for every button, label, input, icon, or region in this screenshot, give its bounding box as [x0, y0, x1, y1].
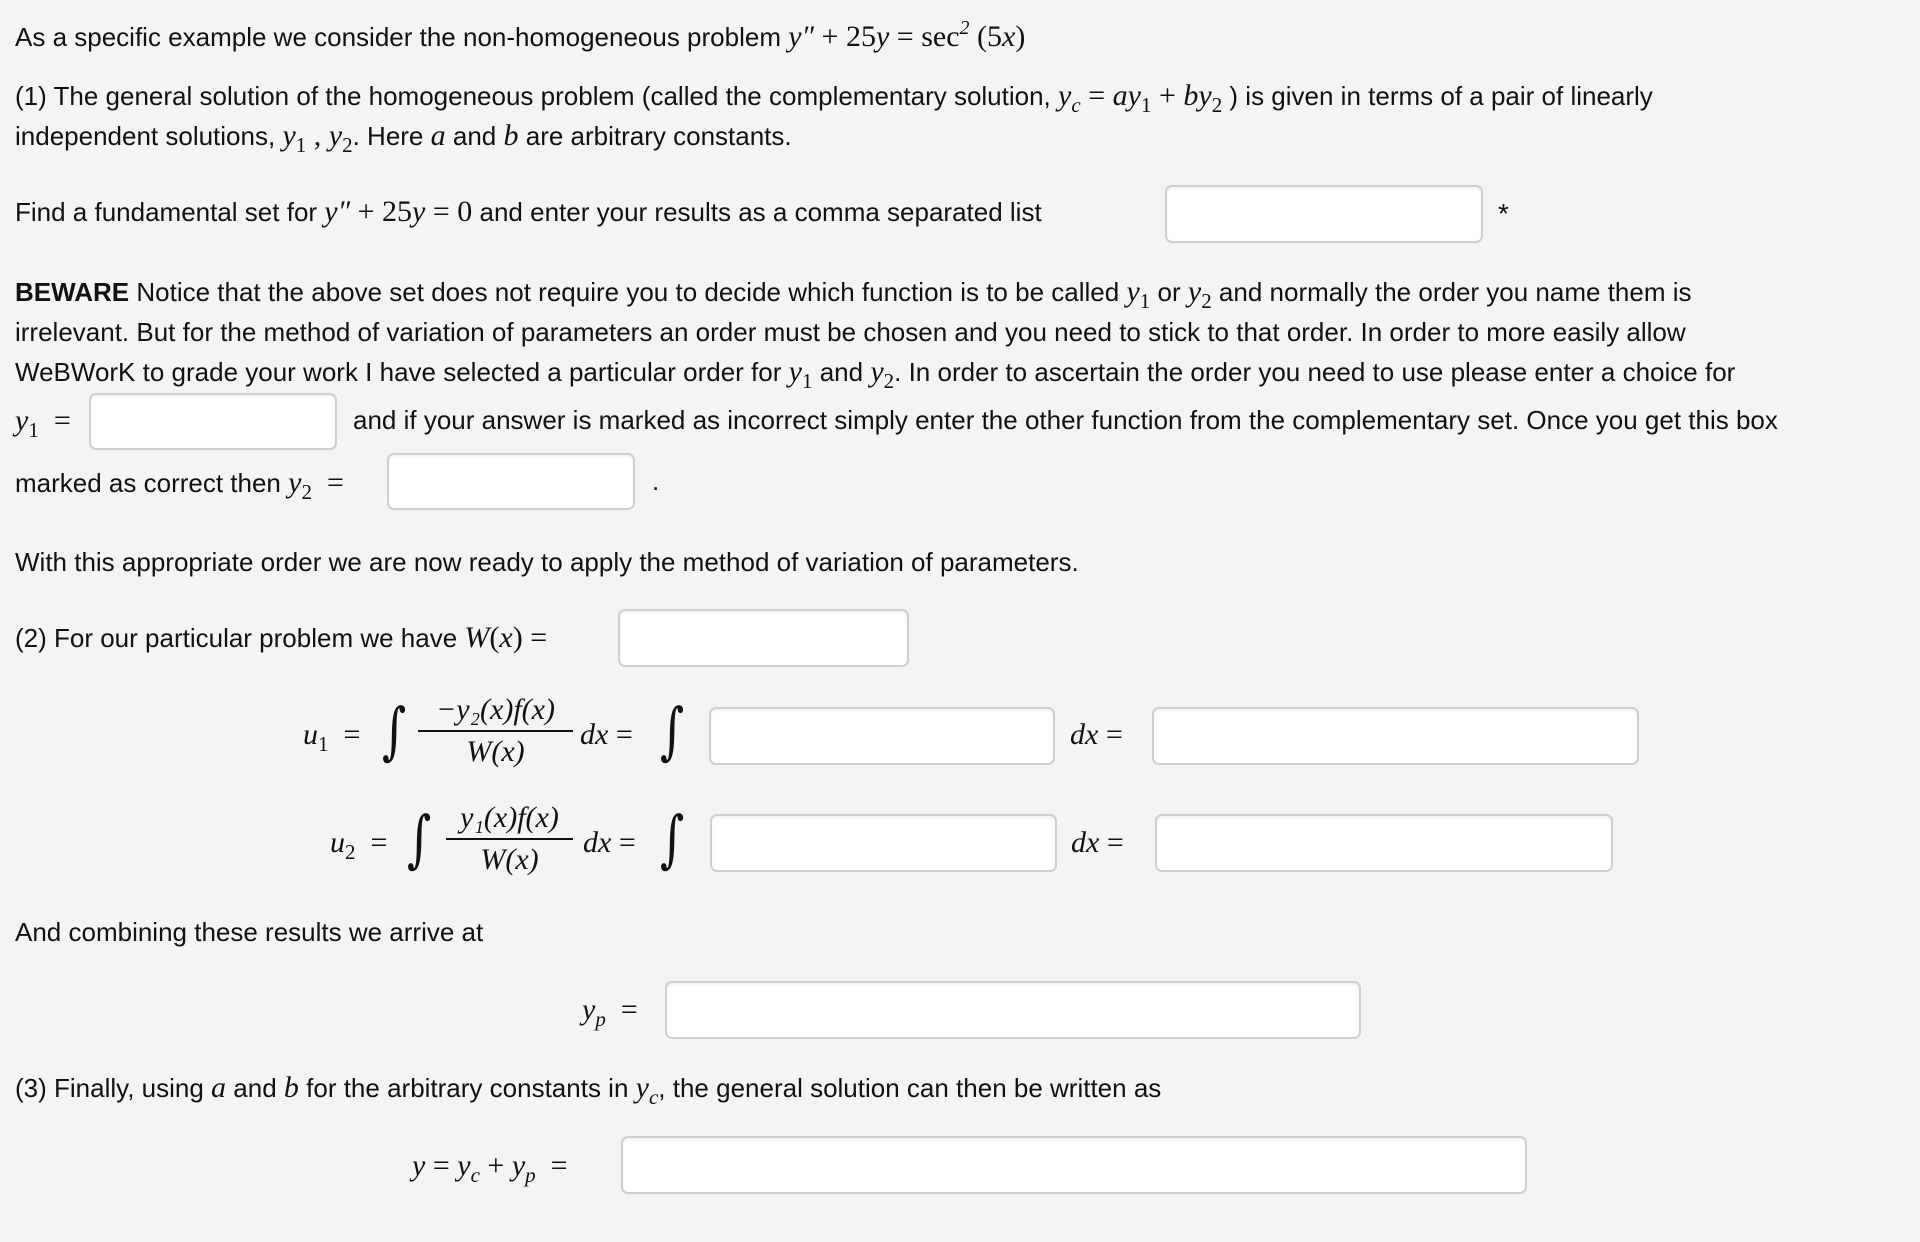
period: . [652, 466, 660, 496]
b-symbol: b [503, 119, 519, 152]
general-solution-label: $y = y_c + y_p$ = [412, 1149, 568, 1187]
yp-input[interactable] [665, 981, 1361, 1039]
homogeneous-equation: y″ + 25y = 0 [324, 195, 473, 228]
transition-text: With this appropriate order we are now ready to apply the method of variation of parameters. [15, 547, 1079, 577]
u2-dx-eq: dx = [583, 826, 636, 859]
integral-icon: ∫ [407, 802, 432, 875]
u1-label: $u_1$ = [303, 718, 361, 756]
a-symbol: a [430, 119, 446, 152]
part1-text-e: and [452, 121, 497, 151]
intro-equation: $y'' + 25y = \sec^2 (5x)$ [788, 17, 1026, 53]
u2-numerator: y₁(x)f(x) [460, 801, 559, 834]
part3-text-b: for the arbitrary constants in [306, 1073, 629, 1103]
intro-line [15, 12, 1025, 53]
fundamental-set-input[interactable] [1165, 185, 1483, 243]
y2-input[interactable] [387, 453, 635, 510]
u1-result-input[interactable] [1152, 707, 1639, 765]
u2-dx-eq-2: dx = [1071, 826, 1124, 859]
u2-integrand-input[interactable] [710, 814, 1057, 872]
part2-text: (2) For our particular problem we have [15, 623, 458, 653]
y1-input[interactable] [89, 393, 337, 450]
beware-text-and: and [819, 357, 864, 387]
part1-text-f: are arbitrary constants. [525, 121, 792, 151]
beware-text-f: and if your answer is marked as incorrect simply enter the other function from the complementary set. Once you get this box [353, 405, 1778, 435]
part1-text-c: independent solutions, [15, 121, 276, 151]
part3-text-c: , the general solution can then be written as [658, 1073, 1162, 1103]
integral-icon: ∫ [382, 694, 407, 767]
yc-symbol: $y_c$ [635, 1071, 659, 1109]
y1-label: $y_1$ = [15, 404, 71, 442]
beware-text-e: . In order to ascertain the order you need to use please enter a choice for [894, 357, 1736, 387]
fundamental-set-line [15, 196, 1042, 228]
part3-line [15, 1072, 1161, 1113]
beware-line3 [15, 356, 1735, 397]
u2-denominator: W(x) [480, 843, 539, 876]
find-text-b: and enter your results as a comma separated list [479, 197, 1042, 227]
y2-symbol: $y_2$ [1187, 275, 1212, 313]
u1-numerator: −y₂(x)f(x) [436, 693, 555, 726]
part1-line2 [15, 120, 792, 161]
part1-text-b: ) is given in terms of a pair of linearly [1229, 81, 1653, 111]
part2-line [15, 622, 547, 654]
u2-label: $u_2$ = [330, 826, 388, 864]
general-solution-input[interactable] [621, 1136, 1527, 1194]
combine-line [15, 916, 483, 948]
a-symbol: a [211, 1071, 227, 1104]
integral-icon: ∫ [660, 694, 685, 767]
wronskian-input[interactable] [618, 609, 909, 667]
beware-line1 [15, 276, 1692, 317]
u1-denominator: W(x) [466, 735, 525, 768]
b-symbol: b [283, 1071, 299, 1104]
beware-text-or: or [1157, 277, 1181, 307]
beware-text-b: and normally the order you name them is [1218, 277, 1692, 307]
u1-dx-eq-2: dx = [1070, 718, 1123, 751]
beware-text-c: irrelevant. But for the method of variation of parameters an order must be chosen and you need to stick to that order. In order to more easily allow [15, 317, 1686, 347]
u1-integrand-input[interactable] [709, 707, 1055, 765]
transition-line [15, 546, 1079, 578]
u2-result-input[interactable] [1155, 814, 1613, 872]
marked-correct-text: marked as correct then [15, 468, 281, 498]
yp-label: $y_p$ = [582, 993, 638, 1031]
combine-text: And combining these results we arrive at [15, 917, 484, 947]
y1-y2-symbols: $y_1$ , $y_2$ [282, 119, 353, 157]
y2-symbol: $y_2$ [870, 355, 895, 393]
part1-text-d: . Here [352, 121, 424, 151]
y1-symbol: $y_1$ [788, 355, 813, 393]
y1-symbol: $y_1$ [1126, 275, 1151, 313]
integral-icon: ∫ [660, 802, 685, 875]
yc-expression: $y_c = ay_1 + by_2$ [1058, 79, 1223, 117]
y2-label: marked as correct then $y_2$ = [15, 466, 344, 504]
u2-fraction [446, 800, 573, 878]
beware-line2 [15, 316, 1686, 348]
part1-text: (1) The general solution of the homogeneous problem (called the complementary solution, [15, 81, 1051, 111]
required-marker: * [1498, 198, 1509, 229]
beware-text-d: WeBWorK to grade your work I have selected a particular order for [15, 357, 782, 387]
part3-text-and: and [233, 1073, 277, 1103]
intro-text: As a specific example we consider the non-homogeneous problem [15, 22, 781, 52]
wronskian-label: W(x) = [464, 621, 548, 654]
part3-text: (3) Finally, using [15, 1073, 204, 1103]
beware-label: BEWARE [15, 277, 130, 307]
part1-line1 [15, 80, 1653, 121]
u1-fraction [418, 692, 573, 770]
find-text: Find a fundamental set for [15, 197, 318, 227]
beware-text: Notice that the above set does not require you to decide which function is to be called [136, 277, 1120, 307]
u1-dx-eq: dx = [580, 718, 633, 751]
